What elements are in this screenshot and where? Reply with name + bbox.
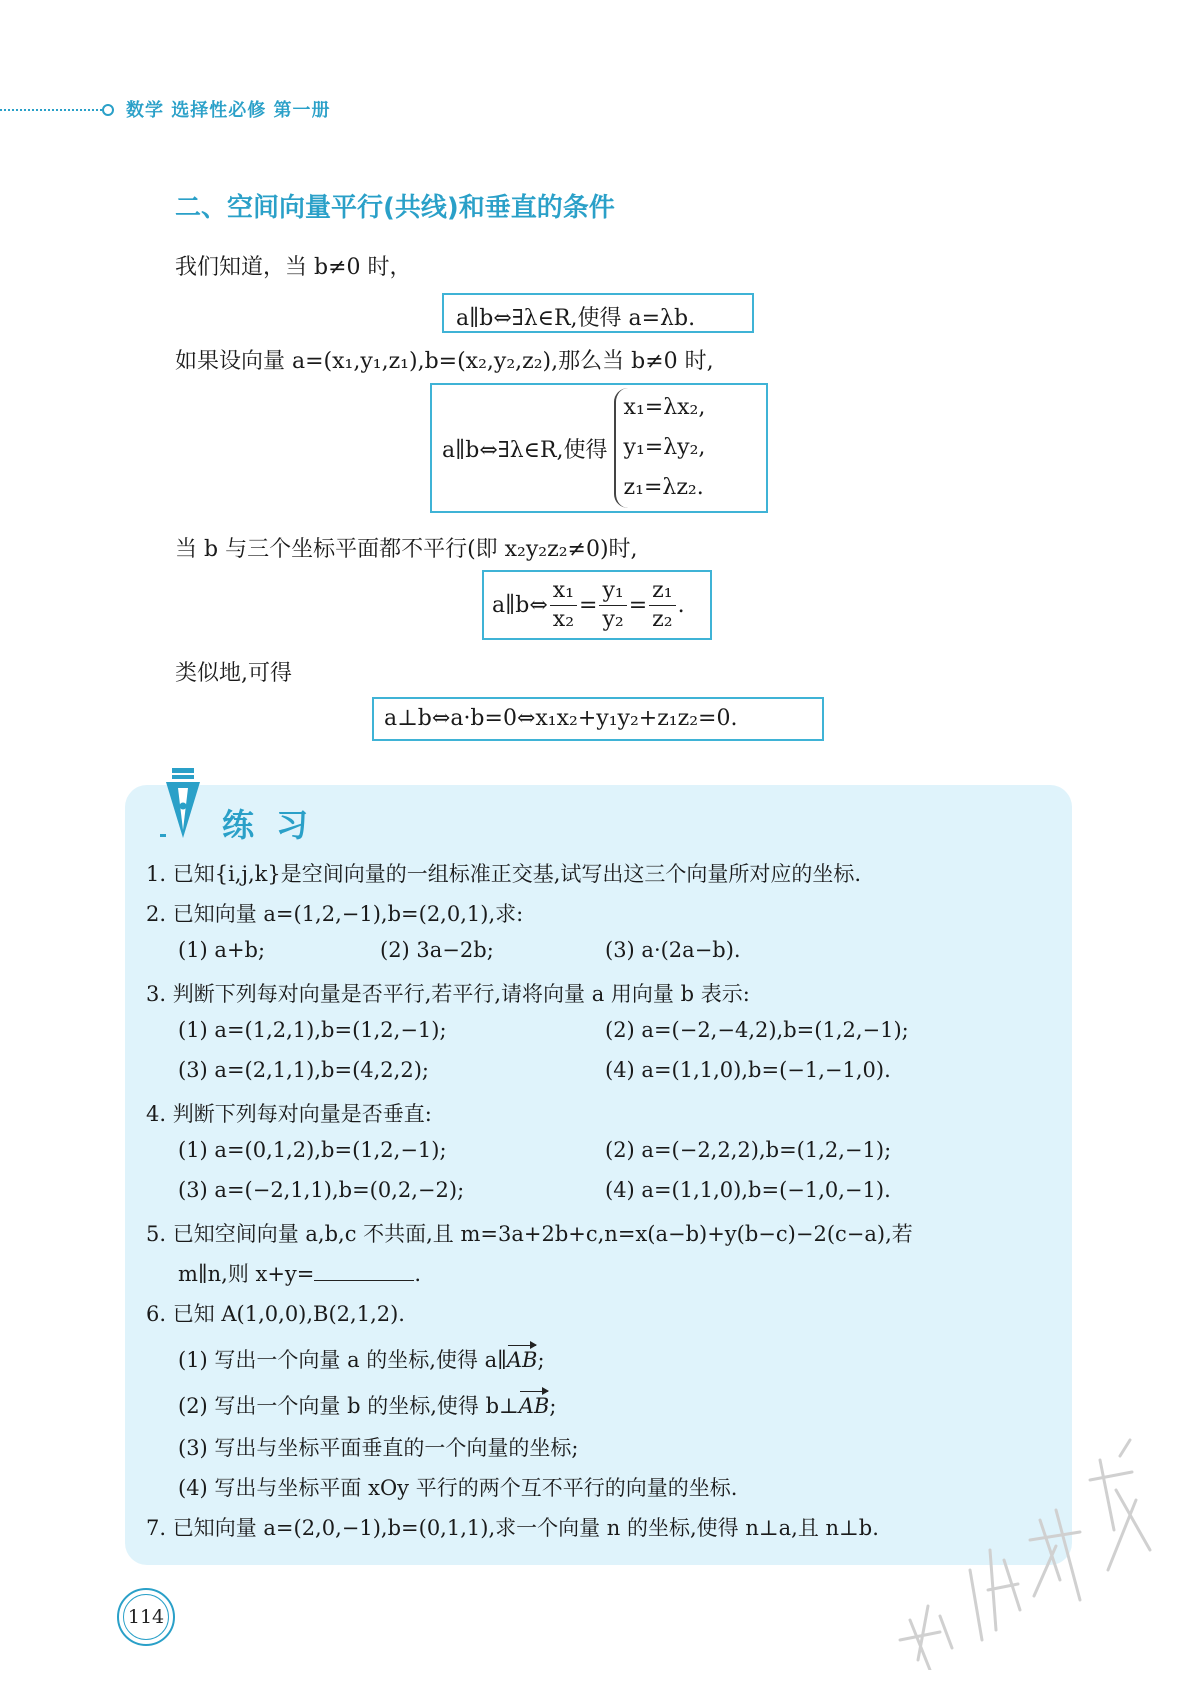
exercise-q3-2: (2) a=(−2,−4,2),b=(1,2,−1);	[605, 1018, 909, 1042]
exercise-q5-line1: 5. 已知空间向量 a,b,c 不共面,且 m=3a+2b+c,n=x(a−b)+y(b−c)−2(c−a),若	[146, 1222, 913, 1246]
paragraph-1: 我们知道，当 b≠0 时，	[175, 255, 412, 280]
paragraph-3: 当 b 与三个坐标平面都不平行(即 x₂y₂z₂≠0)时,	[175, 537, 638, 562]
exercise-title: 练习	[222, 806, 331, 844]
exercise-q4-4: (4) a=(1,1,0),b=(−1,0,−1).	[605, 1178, 891, 1202]
section-title: 二、空间向量平行(共线)和垂直的条件	[175, 193, 615, 223]
exercise-q6-2	[178, 1390, 556, 1420]
exercise-q6-2-text: (2) 写出一个向量 b 的坐标,使得 b⊥	[178, 1394, 519, 1418]
exercise-q6-4: (4) 写出与坐标平面 xOy 平行的两个互不平行的向量的坐标.	[178, 1476, 738, 1500]
fraction-z	[649, 577, 675, 634]
pen-nib-icon	[160, 768, 206, 840]
formula-box-ratio: a∥b⇔ $\frac{\text{x₁}}{\text{x₂}}$ = $\frac{\text{y₁}}{\text{y₂}}$ = $\frac{\text{z₁}}{\text{z₂}}$ .	[482, 570, 712, 640]
exercise-q4-3: (3) a=(−2,1,1),b=(0,2,−2);	[178, 1178, 465, 1202]
exercise-q6-1-end: ;	[537, 1348, 545, 1372]
exercise-q5-line2	[178, 1258, 421, 1288]
exercise-q5-text: m∥n,则 x+y=	[178, 1262, 315, 1286]
exercise-q5-period: .	[414, 1262, 422, 1286]
book-title: 数学 选择性必修 第一册	[126, 100, 331, 121]
exercise-q7: 7. 已知向量 a=(2,0,−1),b=(0,1,1),求一个向量 n 的坐标,使得 n⊥a,且 n⊥b.	[146, 1516, 879, 1540]
equation-row-x: x₁=λx₂,	[623, 395, 706, 420]
exercise-q2: 2. 已知向量 a=(1,2,−1),b=(2,0,1),求:	[146, 902, 524, 926]
exercise-q3-1: (1) a=(1,2,1),b=(1,2,−1);	[178, 1018, 447, 1042]
fraction-z-den: z₂	[652, 606, 673, 632]
exercise-q6-1	[178, 1344, 545, 1374]
exercise-q6: 6. 已知 A(1,0,0),B(2,1,2).	[146, 1302, 405, 1326]
exercise-q2-3: (3) a·(2a−b).	[605, 938, 741, 962]
fraction-y-num: y₁	[599, 577, 626, 606]
exercise-q4-1: (1) a=(0,1,2),b=(1,2,−1);	[178, 1138, 447, 1162]
fraction-y	[599, 577, 626, 634]
exercise-q4: 4. 判断下列每对向量是否垂直:	[146, 1102, 432, 1126]
equation-row-y: y₁=λy₂,	[623, 435, 706, 460]
exercise-q2-1: (1) a+b;	[178, 938, 266, 962]
exercise-q3-4: (4) a=(1,1,0),b=(−1,−1,0).	[605, 1058, 891, 1082]
exercise-q4-2: (2) a=(−2,2,2),b=(1,2,−1);	[605, 1138, 892, 1162]
exercise-q6-1-text: (1) 写出一个向量 a 的坐标,使得 a∥	[178, 1348, 507, 1372]
exercise-q1: 1. 已知{i,j,k}是空间向量的一组标准正交基,试写出这三个向量所对应的坐标.	[146, 862, 862, 886]
watermark-logo	[870, 1370, 1170, 1670]
exercise-q3: 3. 判断下列每对向量是否平行,若平行,请将向量 a 用向量 b 表示:	[146, 982, 750, 1006]
exercise-q2-2: (2) 3a−2b;	[380, 938, 494, 962]
exercise-q3-3: (3) a=(2,1,1),b=(4,2,2);	[178, 1058, 429, 1082]
header-circle-icon	[102, 104, 114, 116]
paragraph-4: 类似地,可得	[175, 661, 292, 686]
fraction-x-num: x₁	[550, 577, 577, 606]
page-number: 114	[123, 1594, 169, 1640]
vector-ab-1: AB	[506, 1348, 538, 1372]
formula-box-coordinates	[430, 383, 768, 513]
fraction-y-den: y₂	[602, 606, 624, 632]
fraction-x	[550, 577, 577, 634]
fraction-z-num: z₁	[649, 577, 675, 606]
exercise-q6-3: (3) 写出与坐标平面垂直的一个向量的坐标;	[178, 1436, 579, 1460]
vector-ab-2: AB	[518, 1394, 550, 1418]
equation-system	[614, 388, 706, 508]
header-dotted-line	[0, 109, 102, 111]
formula-box-perpendicular: a⊥b⇔a·b=0⇔x₁x₂+y₁y₂+z₁z₂=0.	[372, 697, 824, 741]
formula-box3-left: a∥b⇔	[492, 592, 548, 618]
equation-row-z: z₁=λz₂.	[623, 475, 704, 500]
paragraph-2: 如果设向量 a=(x₁,y₁,z₁),b=(x₂,y₂,z₂),那么当 b≠0 时,	[175, 349, 714, 374]
formula-box2-left: a∥b⇔∃λ∈R,使得	[442, 437, 608, 463]
exercise-q6-2-end: ;	[549, 1394, 557, 1418]
fraction-x-den: x₂	[552, 606, 575, 632]
formula-box-parallel: a∥b⇔∃λ∈R,使得 a=λb.	[442, 293, 754, 333]
answer-blank[interactable]	[314, 1260, 414, 1281]
